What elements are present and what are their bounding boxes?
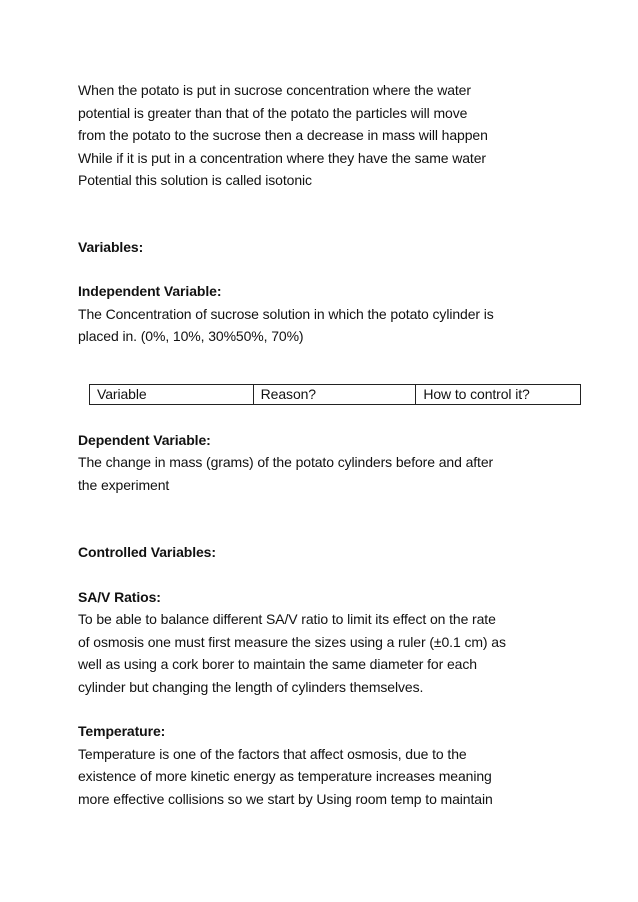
temperature-heading: Temperature: — [78, 723, 166, 739]
variables-heading: Variables: — [78, 238, 144, 255]
sav-line: of osmosis one must first measure the sizes using a ruler (±0.1 cm) as — [78, 633, 506, 650]
temperature-text — [78, 743, 548, 811]
intro-line: When the potato is put in sucrose concentration where the water — [78, 82, 471, 98]
independent-line: placed in. (0%, 10%, 30%50%, 70%) — [78, 328, 304, 344]
dependent-variable-text — [78, 451, 548, 496]
intro-line: Potential this solution is called isotonic — [78, 172, 312, 188]
table-header-control: How to control it? — [416, 384, 581, 404]
controlled-variables-heading: Controlled Variables: — [78, 544, 216, 560]
sav-ratios-heading: SA/V Ratios: — [78, 588, 161, 605]
table-header-variable: Variable — [90, 384, 254, 404]
sav-ratios-text — [78, 608, 548, 698]
sav-line: cylinder but changing the length of cylinders themselves. — [78, 678, 424, 695]
sav-line: well as using a cork borer to maintain the same diameter for each — [78, 656, 477, 672]
intro-line: potential is greater than that of the potato the particles will move — [78, 104, 468, 121]
dependent-line: the experiment — [78, 476, 170, 493]
independent-line: The Concentration of sucrose solution in which the potato cylinder is — [78, 305, 494, 322]
dependent-variable-heading: Dependent Variable: — [78, 431, 211, 448]
independent-variable-text — [78, 303, 548, 348]
temperature-line: more effective collisions so we start by Using room temp to maintain — [78, 790, 493, 807]
intro-line: While if it is put in a concentration where they have the same water — [78, 149, 486, 166]
table-header-row — [90, 384, 581, 404]
dependent-line: The change in mass (grams) of the potato cylinders before and after — [78, 454, 494, 470]
sav-line: To be able to balance different SA/V ratio to limit its effect on the rate — [78, 611, 496, 627]
document-body — [78, 79, 548, 810]
intro-line: from the potato to the sucrose then a decrease in mass will happen — [78, 127, 488, 143]
temperature-line: Temperature is one of the factors that affect osmosis, due to the — [78, 745, 467, 762]
table-header-reason: Reason? — [253, 384, 416, 404]
temperature-line: existence of more kinetic energy as temperature increases meaning — [78, 768, 492, 784]
independent-variable-heading: Independent Variable: — [78, 283, 222, 299]
intro-paragraph — [78, 79, 548, 192]
variables-table — [89, 384, 581, 405]
